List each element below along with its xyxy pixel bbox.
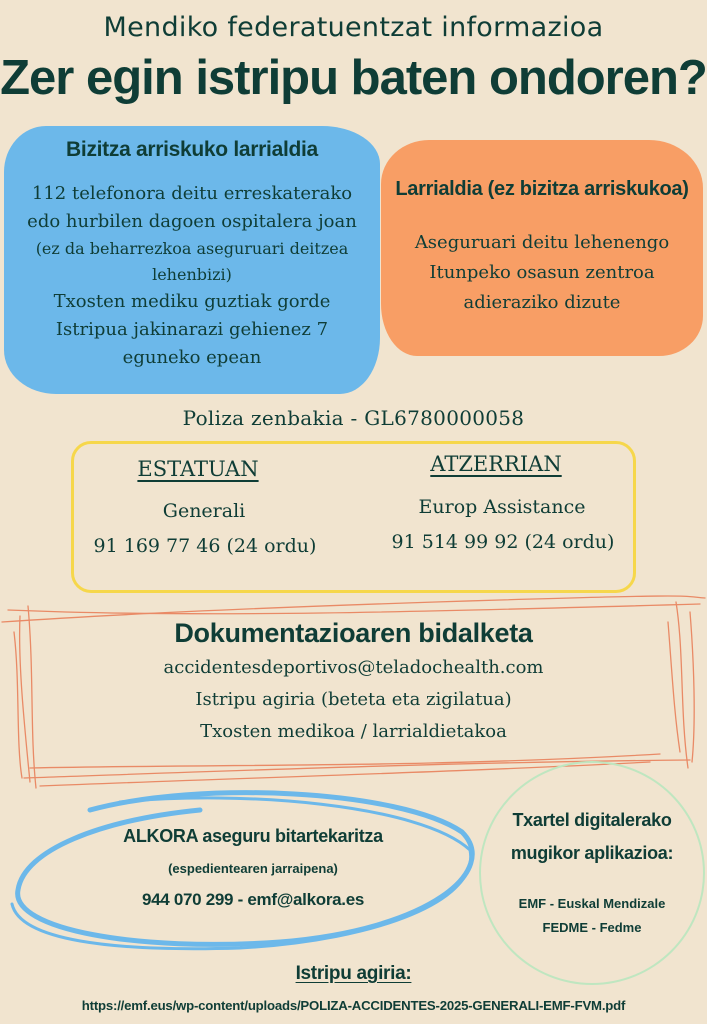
- poster-title: Zer egin istripu baten ondoren?: [0, 51, 707, 105]
- abroad-phone[interactable]: 91 514 99 92 (24 ordu): [391, 531, 615, 553]
- instruction-line: eguneko epean: [122, 347, 262, 368]
- non-life-threatening-instructions: [381, 228, 703, 318]
- policy-number: Poliza zenbakia - GL6780000058: [182, 406, 525, 430]
- documentation-list: [0, 652, 707, 748]
- broker-contact[interactable]: 944 070 299 - emf@alkora.es: [141, 890, 365, 909]
- accident-form-link[interactable]: https://emf.eus/wp-content/uploads/POLIZA-ACCIDENTES-2025-GENERALI-EMF-FVM.pdf: [81, 998, 626, 1013]
- accident-form-heading: Istripu agiria:: [295, 963, 412, 984]
- instruction-line: Aseguruari deitu lehenengo: [414, 232, 670, 253]
- app-heading-line: mugikor aplikazioa:: [510, 843, 674, 863]
- instruction-line: (ez da beharrezkoa aseguruari deitzea: [35, 239, 349, 258]
- documentation-item: Txosten medikoa / larrialdietakoa: [200, 721, 507, 742]
- domestic-heading: ESTATUAN: [137, 457, 259, 481]
- app-item: FEDME - Fedme: [542, 920, 642, 935]
- poster-subtitle: Mendiko federatuentzat informazioa: [103, 12, 604, 43]
- domestic-phone[interactable]: 91 169 77 46 (24 ordu): [93, 535, 317, 557]
- abroad-insurer-name: Europ Assistance: [418, 496, 586, 518]
- app-list: [485, 892, 699, 940]
- app-item: EMF - Euskal Mendizale: [518, 896, 666, 911]
- instruction-line: Itunpeko osasun zentroa: [429, 262, 655, 283]
- instruction-line: edo hurbilen dagoen ospitalera joan: [27, 211, 357, 232]
- non-life-threatening-heading: Larrialdia (ez bizitza arriskukoa): [395, 178, 689, 200]
- instruction-line: adieraziko dizute: [463, 292, 621, 313]
- documentation-email[interactable]: accidentesdeportivos@teladochealth.com: [163, 657, 544, 678]
- abroad-heading: ATZERRIAN: [430, 452, 562, 476]
- instruction-line: lehenbizi): [152, 265, 232, 284]
- documentation-item: Istripu agiria (beteta eta zigilatua): [195, 689, 512, 710]
- instruction-line: 112 telefonora deitu erreskaterako: [31, 183, 353, 204]
- domestic-insurer-name: Generali: [162, 500, 246, 522]
- instruction-line: Istripua jakinarazi gehienez 7: [55, 319, 329, 340]
- app-heading-line: Txartel digitalerako: [512, 810, 672, 830]
- app-heading: [485, 804, 699, 870]
- broker-subheading: (espedientearen jarraipena): [168, 861, 338, 876]
- life-threatening-instructions: [6, 180, 378, 372]
- documentation-heading: Dokumentazioaren bidalketa: [174, 618, 533, 648]
- life-threatening-heading: Bizitza arriskuko larrialdia: [66, 138, 318, 161]
- app-circle: [479, 761, 705, 985]
- instruction-line: Txosten mediku guztiak gorde: [53, 291, 331, 312]
- broker-heading: ALKORA aseguru bitartekaritza: [123, 826, 383, 846]
